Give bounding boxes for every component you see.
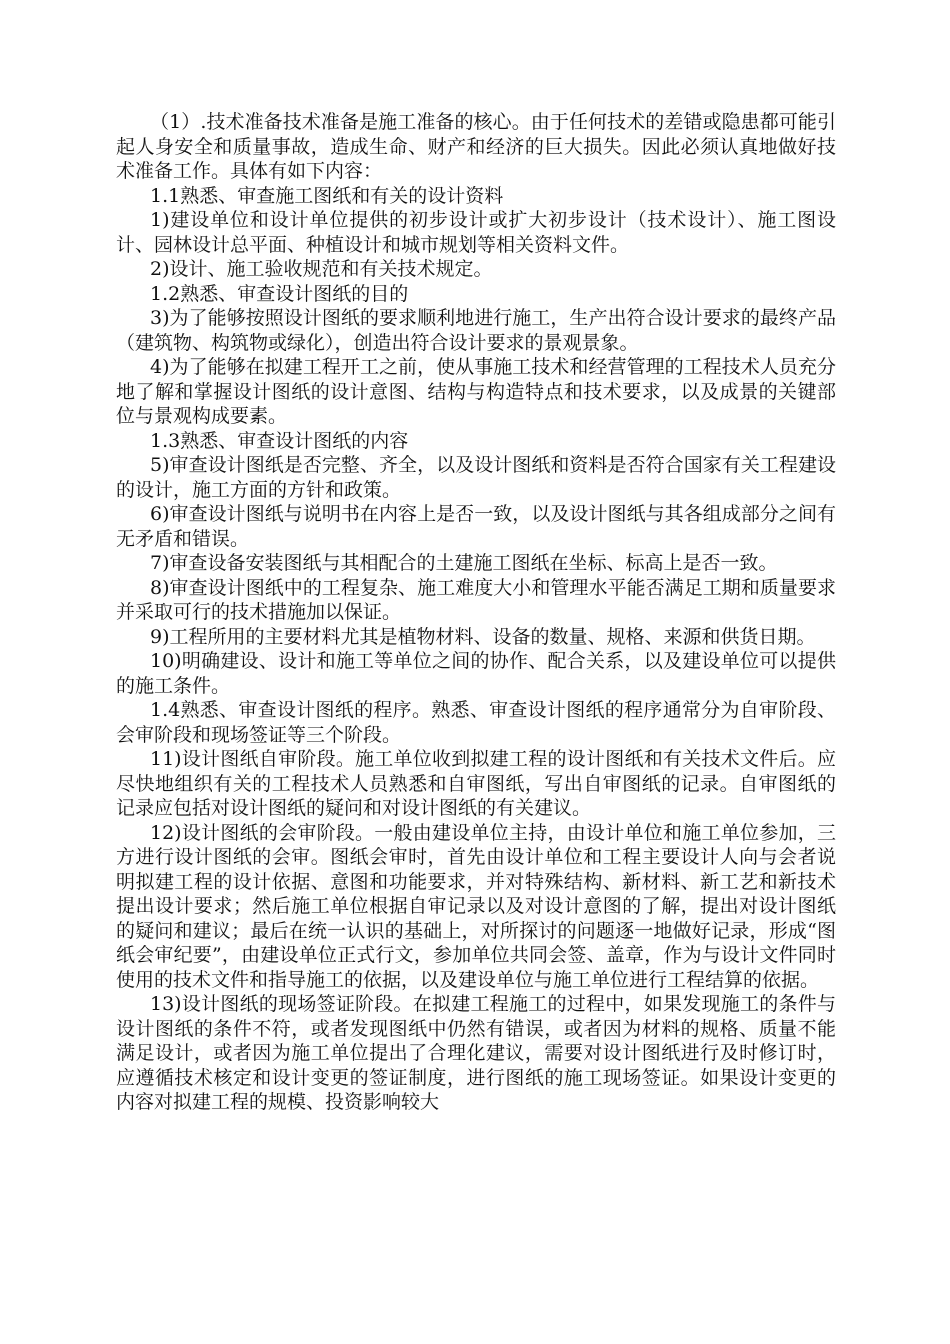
paragraph-item-6: 6)审查设计图纸与说明书在内容上是否一致，以及设计图纸与其各组成部分之间有无矛盾和错误。 [116,503,836,550]
heading-1-1: 1.1熟悉、审查施工图纸和有关的设计资料 [150,184,504,207]
heading-1-3: 1.3熟悉、审查设计图纸的内容 [150,429,409,452]
paragraph-item-9: 9)工程所用的主要材料尤其是植物材料、设备的数量、规格、来源和供货日期。 [150,625,816,648]
heading-1-2: 1.2熟悉、审查设计图纸的目的 [150,282,409,305]
paragraph-technical-preparation: （1）.技术准备技术准备是施工准备的核心。由于任何技术的差错或隐患都可能引起人身安全和质量事故，造成生命、财产和经济的巨大损失。因此必须认真地做好技术准备工作。具体有如下内容： [116,111,836,182]
paragraph-item-4: 4)为了能够在拟建工程开工之前，使从事施工技术和经营管理的工程技术人员充分地了解和掌握设计图纸的设计意图、结构与构造特点和技术要求，以及成景的关键部位与景观构成要素。 [116,356,836,427]
document-body [116,110,836,1115]
paragraph-item-10: 10)明确建设、设计和施工等单位之间的协作、配合关系，以及建设单位可以提供的施工条件。 [116,650,836,697]
paragraph-item-8: 8)审查设计图纸中的工程复杂、施工难度大小和管理水平能否满足工期和质量要求并采取可行的技术措施加以保证。 [116,576,836,623]
paragraph-item-13: 13)设计图纸的现场签证阶段。在拟建工程施工的过程中，如果发现施工的条件与设计图纸的条件不符，或者发现图纸中仍然有错误，或者因为材料的规格、质量不能满足设计，或者因为施工单位提出了合理化建议，需要对设计图纸进行及时修订时，应遵循技术核定和设计变更的签证制度，进行图纸的施工现场签证。如果设计变更的内容对拟建工程的规模、投资影响较大 [116,993,836,1113]
paragraph-item-3: 3)为了能够按照设计图纸的要求顺利地进行施工，生产出符合设计要求的最终产品（建筑物、构筑物或绿化），创造出符合设计要求的景观景象。 [116,307,836,354]
heading-1-4: 1.4熟悉、审查设计图纸的程序。熟悉、审查设计图纸的程序通常分为自审阶段、会审阶段和现场签证等三个阶段。 [116,699,836,746]
paragraph-item-12: 12)设计图纸的会审阶段。一般由建设单位主持，由设计单位和施工单位参加，三方进行设计图纸的会审。图纸会审时，首先由设计单位和工程主要设计人向与会者说明拟建工程的设计依据、意图和功能要求，并对特殊结构、新材料、新工艺和新技术提出设计要求；然后施工单位根据自审记录以及对设计意图的了解，提出对设计图纸的疑问和建议；最后在统一认识的基础上，对所探讨的问题逐一地做好记录，形成“图纸会审纪要”，由建设单位正式行文，参加单位共同会签、盖章，作为与设计文件同时使用的技术文件和指导施工的依据，以及建设单位与施工单位进行工程结算的依据。 [116,821,836,991]
paragraph-item-11: 11)设计图纸自审阶段。施工单位收到拟建工程的设计图纸和有关技术文件后。应尽快地组织有关的工程技术人员熟悉和自审图纸，写出自审图纸的记录。自审图纸的记录应包括对设计图纸的疑问和对设计图纸的有关建议。 [116,748,836,819]
paragraph-item-5: 5)审查设计图纸是否完整、齐全，以及设计图纸和资料是否符合国家有关工程建设的设计，施工方面的方针和政策。 [116,454,836,501]
paragraph-item-2: 2)设计、施工验收规范和有关技术规定。 [150,258,493,280]
paragraph-item-1: 1)建设单位和设计单位提供的初步设计或扩大初步设计（技术设计）、施工图设计、园林设计总平面、种植设计和城市规划等相关资料文件。 [116,209,836,256]
paragraph-item-7: 7)审查设备安装图纸与其相配合的土建施工图纸在坐标、标高上是否一致。 [150,552,778,574]
